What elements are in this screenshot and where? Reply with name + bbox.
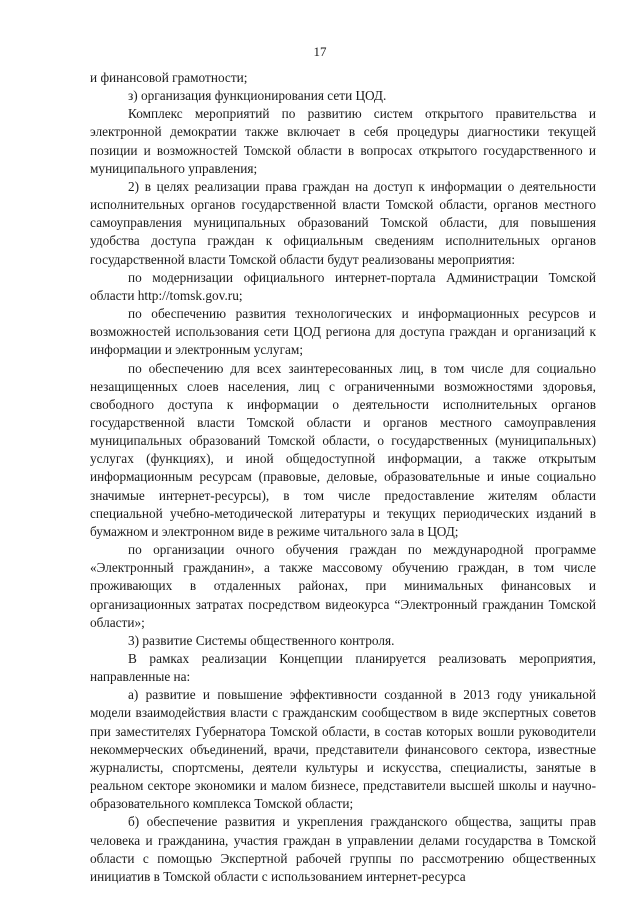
paragraph-item-a: а) развитие и повышение эффективности созданной в 2013 году уникальной модели взаимодействия власти с гражданским сообществом в виде экспертных советов при заместителях Губернатора Томской области, в состав которых вошли руководители некоммерческих объединений, врачи, представители финансового сектора, известные журналисты, спортсмены, деятели культуры и искусства, специалисты, занятые в реальном секторе экономики и малом бизнесе, представители высшей школы и научно-образовательного комплекса Томской области; [90,687,596,812]
paragraph-item-3: 3) развитие Системы общественного контроля. [128,632,395,648]
paragraph-concept-measures: В рамках реализации Концепции планируется реализовать мероприятия, направленные на: [90,651,596,685]
paragraph-continuation: и финансовой грамотности; [90,70,248,85]
paragraph-tech-resources: по обеспечению развития технологических и информационных ресурсов и возможностей использования сети ЦОД региона для доступа граждан и организаций к информации и электронным услугам; [90,306,596,358]
document-body [90,69,596,886]
page-number: 17 [313,44,327,59]
paragraph-e-citizen-training: по организации очного обучения граждан по международной программе «Электронный гражданин», а также массовому обучению граждан, в том числе проживающих в отдаленных районах, при минимальных финансовых и организационных затратах посредством видеокурса “Электронный гражданин Томской области»; [90,542,596,630]
paragraph-item-2: 2) в целях реализации права граждан на доступ к информации о деятельности исполнительных органов государственной власти Томской области, органов местного самоуправления муниципальных образований Томской области, для повышения удобства доступа граждан к официальным сведениям исполнительных органов государственной власти Томской области будут реализованы мероприятия: [90,178,596,267]
paragraph-item-b: б) обеспечение развития и укрепления гражданского общества, защиты прав человека и гражданина, участия граждан в управлении делами государства в Томской области с помощью Экспертной рабочей группы по рассмотрению общественных инициатив в Томской области с использованием интернет-ресурса [90,814,596,884]
paragraph-item-z: з) организация функционирования сети ЦОД. [128,88,387,104]
paragraph-free-access: по обеспечению для всех заинтересованных лиц, в том числе для социально незащищенных слоев населения, лиц с ограниченными возможностями здоровья, свободного доступа к информации о деятельности исполнительных органов государственной власти Томской области и органов местного самоуправления муниципальных образований Томской области, о государственных (муниципальных) услугах (функциях), и иной общедоступной информации, а также открытым информационным ресурсам (правовые, деловые, образовательные и иные социально значимые интернет-ресурсы), в том числе предоставление жителям области специальной учебно-методической литературы и текущих периодических изданий в бумажном и электронном виде в режиме читального зала в ЦОД; [90,360,596,539]
paragraph-portal-modernization: по модернизации официального интернет-портала Администрации Томской области http://tomsk.gov.ru; [90,269,596,303]
paragraph-complex-measures: Комплекс мероприятий по развитию систем открытого правительства и электронной демократии также включает в себя процедуры диагностики текущей позиции и возможностей Томской области в вопросах открытого государственного и муниципального управления; [90,106,596,176]
